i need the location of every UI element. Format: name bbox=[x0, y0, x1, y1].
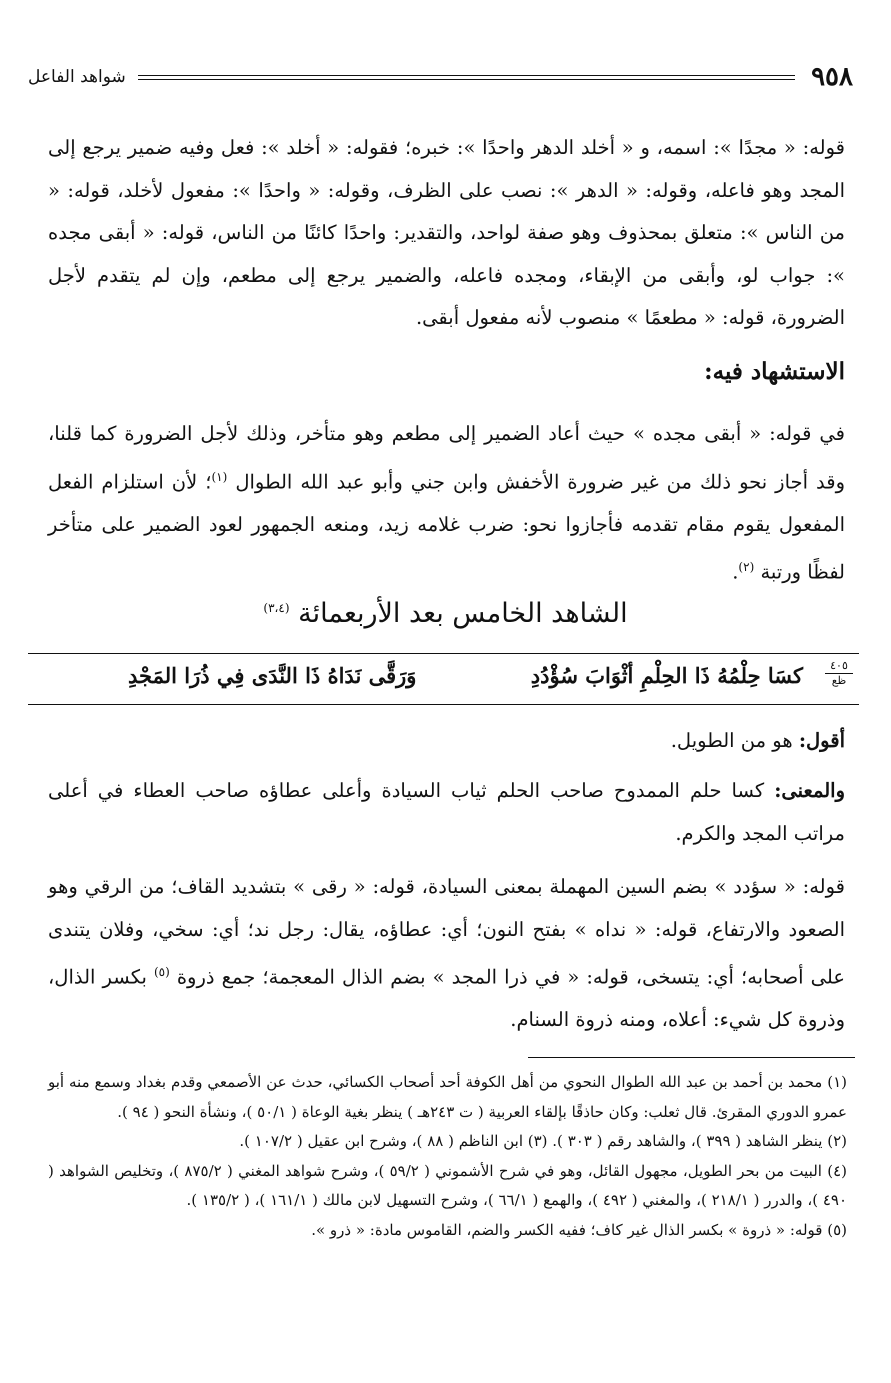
verse-number-value: ٤٠٥ bbox=[825, 659, 853, 674]
istishhad-heading: الاستشهاد فيه: bbox=[704, 358, 845, 385]
footnote-ref-5[interactable]: (٥) bbox=[153, 965, 170, 979]
meaning-label: والمعنى: bbox=[774, 779, 845, 802]
meter-label: أقول: bbox=[798, 729, 845, 752]
footnote-4: (٤) البيت من بحر الطويل، مجهول القائل، وهو في شرح الأشموني ( ٥٩/٢ )، وشرح شواهد المغني ( ٨٧٥/٢ )، وتخليص الشواهد ( ٤٩٠ )، والدرر ( ٢١٨/١ )، والمغني ( ٤٩٢ )، والهمع ( ٦٦/١ )، وشرح التسهيل لابن مالك ( ١٦١/١ )، ( ١٣٥/٢ ). bbox=[48, 1161, 847, 1209]
verse-first-hemistich: كسَا حِلْمُهُ ذَا الحِلْمِ أثْوَابَ سُؤْدُدِ bbox=[530, 663, 803, 688]
istishhad-paragraph bbox=[48, 413, 845, 594]
istishhad-text: في قوله: « أبقى مجده » حيث أعاد الضمير إلى مطعم وهو متأخر، وذلك لأجل الضرورة كما قلنا، وقد أجاز نحو ذلك من غير ضرورة الأخفش وابن جني وأبو عبد الله الطوال bbox=[48, 422, 846, 493]
section-title bbox=[48, 598, 843, 629]
running-title: شواهد الفاعل bbox=[28, 67, 126, 87]
footnote-5: (٥) قوله: « ذروة » بكسر الذال غير كاف؛ ففيه الكسر والضم، القاموس مادة: « ذرو ». bbox=[311, 1220, 847, 1239]
verse-number bbox=[825, 659, 853, 687]
header-double-rule bbox=[138, 75, 795, 80]
footnote-ref-1[interactable]: (١) bbox=[211, 469, 228, 484]
page-number: ٩٥٨ bbox=[811, 62, 853, 92]
page-header bbox=[28, 60, 853, 94]
footnote-ref-3-4[interactable]: (٣،٤) bbox=[263, 601, 290, 615]
verse-frame bbox=[28, 653, 859, 705]
meter-line bbox=[48, 720, 845, 763]
meaning-paragraph bbox=[48, 770, 845, 855]
verse-second-hemistich: وَرَقَّى نَدَاهُ ذَا النَّدَى فِي ذُرَا المَجْدِ bbox=[128, 663, 417, 688]
istishhad-end: . bbox=[732, 560, 739, 584]
lexical-text: قوله: « سؤدد » بضم السين المهملة بمعنى السيادة، قوله: « رقى » بتشديد القاف؛ من الرقي وهو الصعود والارتفاع، قوله: « نداه » بفتح النون؛ أي: عطاؤه، يقال: رجل ند؛ أي: سخي، وفلان يتندى على أصحابه؛ أي: يتسخى، قوله: « في ذرا المجد » بضم الذال المعجمة؛ جمع ذروة bbox=[48, 875, 845, 989]
footnotes bbox=[48, 1068, 847, 1245]
footnote-separator bbox=[528, 1057, 855, 1058]
explanation-paragraph: قوله: « مجدًا »: اسمه، و « أخلد الدهر واحدًا »: خبره؛ فقوله: « أخلد »: فعل وفيه ضمير يرجع إلى المجد وهو فاعله، وقوله: « الدهر »: نصب على الظرف، وقوله: « واحدًا »: مفعول لأخلد، قوله: « من الناس »: متعلق بمحذوف وهو صفة لواحد، والتقدير: واحدًا كائنًا من الناس، قوله: « أبقى مجده »: جواب لو، وأبقى من الإبقاء، ومجده فاعله، والضمير يرجع إلى مطعم، وإن لم يتقدم لأجل الضرورة، قوله: « مطعمًا » منصوب لأنه مفعول أبقى. bbox=[48, 136, 845, 329]
lexical-text-end: بكسر الذال، وذروة كل شيء: أعلاه، ومنه ذروة السنام. bbox=[48, 965, 845, 1031]
footnote-2-3: (٢) ينظر الشاهد ( ٣٩٩ )، والشاهد رقم ( ٣٠٣ ). (٣) ابن الناظم ( ٨٨ )، وشرح ابن عقيل ( ١٠٧/٢ ). bbox=[239, 1132, 847, 1150]
meter-text: هو من الطويل. bbox=[670, 729, 793, 752]
section-title-text: الشاهد الخامس بعد الأربعمائة bbox=[298, 598, 628, 629]
footnote-ref-2[interactable]: (٢) bbox=[738, 560, 755, 574]
lexical-paragraph bbox=[48, 866, 845, 1042]
meaning-text: كسا حلم الممدوح صاحب الحلم ثياب السيادة وأعلى عطاؤه صاحب العطاء في أعلى مراتب المجد والكرم. bbox=[48, 779, 845, 845]
istishhad-text-cont: ؛ لأن استلزام الفعل المفعول يقوم مقام تقدمه فأجازوا نحو: ضرب غلامه زيد، ومنعه الجمهور لعود الضمير على متأخر لفظًا ورتبة bbox=[48, 470, 845, 584]
footnote-1: (١) محمد بن أحمد بن عبد الله الطوال النحوي من أهل الكوفة أحد أصحاب الكسائي، حدث عن الأصمعي وقدم بغداد وسمع منه أبو عمرو الدوري المقرئ. قال ثعلب: وكان حاذقًا بإلقاء العربية ( ت ٢٤٣هـ ) ينظر بغية الوعاة ( ٥٠/١ )، ونشأة النحو ( ٩٤ ). bbox=[48, 1073, 847, 1121]
verse-number-label: ظع bbox=[831, 674, 847, 687]
